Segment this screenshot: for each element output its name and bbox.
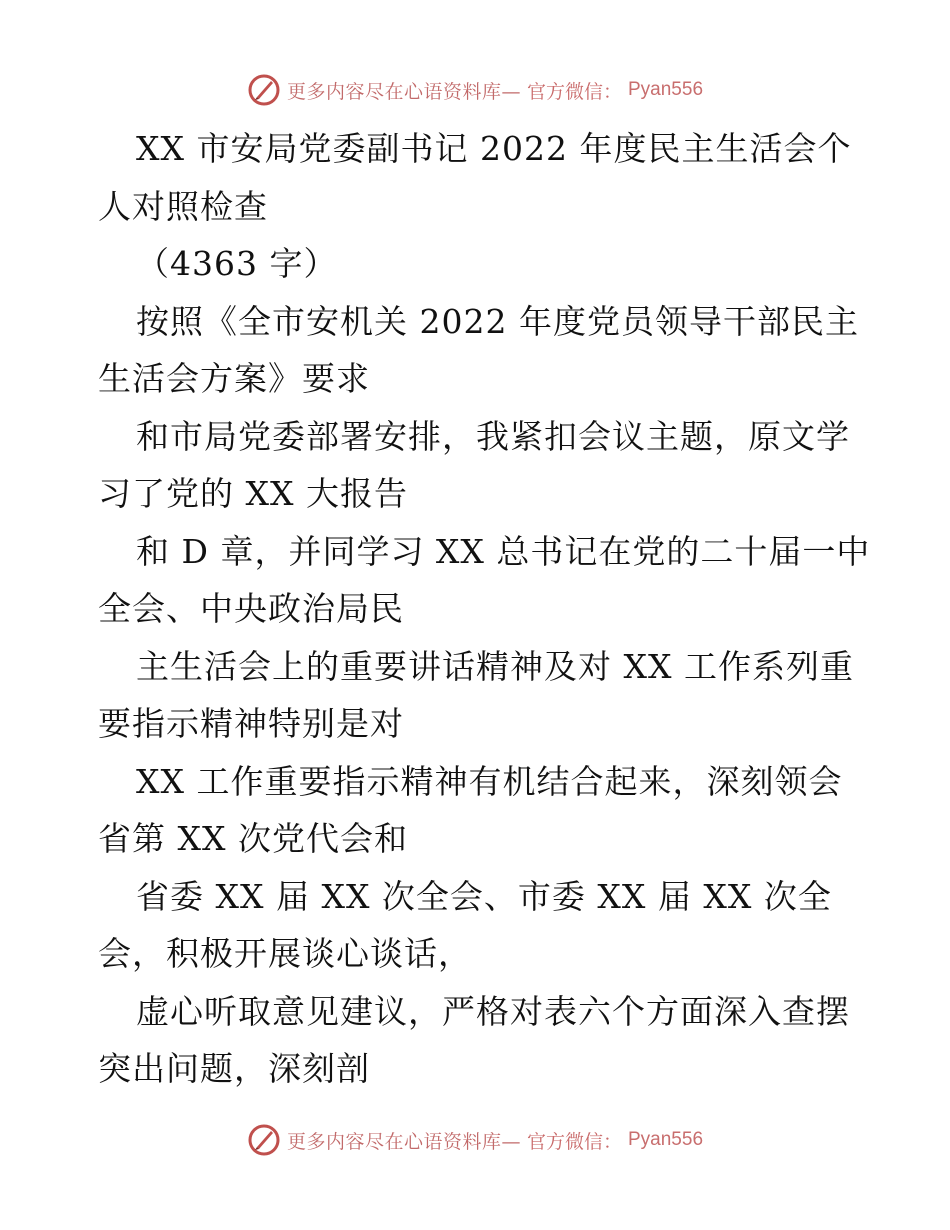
quill-pen-logo-icon [247,1123,281,1157]
text-line: 习了党的 XX 大报告 [98,474,408,513]
text-line: （4363 字） [136,244,338,283]
quill-pen-logo-icon [247,73,281,107]
watermark-text: 更多内容尽在心语资料库— [286,1130,521,1153]
text-line: 要指示精神特别是对 [98,704,404,743]
text-line: 省委 XX 届 XX 次全会、市委 XX 届 XX 次全 [136,876,832,916]
text-line: 和 D 章，并同学习 XX 总书记在党的二十届一中 [136,531,871,571]
watermark-wechat-label: 官方微信： [526,80,622,103]
watermark-wechat-label: 官方微信： [526,1130,622,1153]
watermark-wechat-id: Pyan556 [628,1129,704,1150]
text-line: XX 工作重要指示精神有机结合起来，深刻领会 [136,761,843,801]
text-line: 省第 XX 次党代会和 [98,819,408,858]
watermark-banner-bottom [0,1120,950,1160]
text-line: 全会、中央政治局民 [98,589,404,628]
text-line: 突出问题，深刻剖 [98,1049,370,1088]
text-line: 生活会方案》要求 [98,359,370,398]
text-line: 会，积极开展谈心谈话， [98,934,472,973]
text-line: 按照《全市安机关 2022 年度党员领导干部民主 [136,301,859,341]
watermark-banner-top [0,70,950,110]
watermark-text: 更多内容尽在心语资料库— [286,80,521,103]
text-line: XX 市安局党委副书记 2022 年度民主生活会个 [136,129,852,168]
text-line: 和市局党委部署安排，我紧扣会议主题，原文学 [136,416,850,456]
text-line: 人对照检查 [98,186,268,226]
text-line: 主生活会上的重要讲话精神及对 XX 工作系列重 [136,646,854,686]
watermark-wechat-id: Pyan556 [628,79,704,100]
text-line: 虚心听取意见建议，严格对表六个方面深入查摆 [136,991,850,1031]
document-body [98,120,871,1098]
